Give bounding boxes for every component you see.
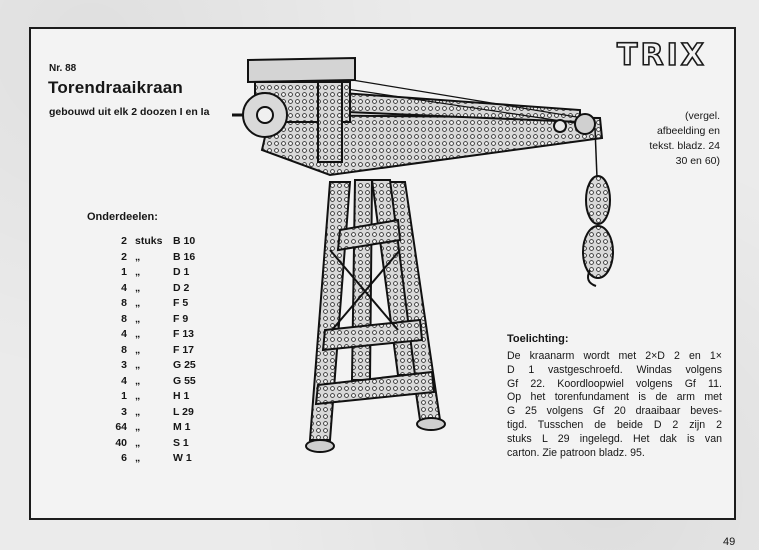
part-code: D 1 <box>173 266 190 278</box>
page-number: 49 <box>723 536 736 548</box>
pulley-wheel <box>575 114 595 134</box>
part-unit: „ <box>135 266 141 278</box>
part-code: B 10 <box>173 235 196 247</box>
part-code: F 17 <box>173 343 195 356</box>
explanation-line: stuks L 29 ingelegd. Het dak is van <box>507 432 722 445</box>
page-subtitle: gebouwd uit elk 2 doozen I en Ia <box>49 106 210 118</box>
part-code: D 2 <box>173 281 190 294</box>
part-unit: „ <box>135 328 141 340</box>
winch-hub <box>257 107 273 123</box>
part-qty: 3 <box>121 359 127 371</box>
part-unit: „ <box>135 281 141 294</box>
explanation-heading: Toelichting: <box>507 333 569 345</box>
tower <box>306 180 445 452</box>
part-code: G 55 <box>173 374 196 387</box>
part-qty: 8 <box>121 297 127 309</box>
part-qty: 2 <box>121 235 127 247</box>
parts-heading: Onderdeelen: <box>87 211 158 223</box>
pulley-bolt <box>554 120 566 132</box>
part-code: S 1 <box>173 436 189 449</box>
page-title: Torendraaikraan <box>48 78 183 97</box>
explanation-line: Gf 22. Koordloopwiel volgens Gf 11. <box>507 377 722 390</box>
explanation-line: tigd. Tusschen de beide D 2 zijn 2 <box>507 418 722 431</box>
jib-lower-girder <box>262 115 602 175</box>
winch <box>232 93 287 137</box>
part-code: B 16 <box>173 250 196 263</box>
part-qty: 2 <box>121 250 127 263</box>
tower-foot-left <box>306 440 334 452</box>
comparison-note-line: tekst. bladz. 24 <box>649 140 720 152</box>
part-qty: 6 <box>121 452 127 464</box>
part-code: F 5 <box>173 297 189 309</box>
part-code: G 25 <box>173 359 196 371</box>
part-unit: „ <box>135 405 141 418</box>
machine-house-upright <box>318 82 342 162</box>
part-unit: „ <box>135 374 141 387</box>
part-unit: „ <box>135 312 141 325</box>
comparison-note-line: (vergel. <box>684 110 720 122</box>
part-qty: 4 <box>121 374 127 387</box>
explanation-line: carton. Zie patroon bladz. 95. <box>507 446 645 459</box>
part-qty: 40 <box>115 436 127 449</box>
part-unit: stuks <box>135 235 163 247</box>
part-unit: „ <box>135 436 141 449</box>
hook-assembly <box>583 128 613 286</box>
part-qty: 8 <box>121 343 127 356</box>
part-qty: 64 <box>115 421 127 433</box>
comparison-note-line: 30 en 60) <box>675 155 720 167</box>
part-unit: „ <box>135 359 141 371</box>
model-number: Nr. 88 <box>49 63 77 74</box>
part-qty: 8 <box>121 312 127 325</box>
part-code: W 1 <box>173 452 192 464</box>
part-code: L 29 <box>173 405 194 418</box>
part-qty: 4 <box>121 281 127 294</box>
part-code: F 13 <box>173 328 195 340</box>
tower-foot-right <box>417 418 445 430</box>
hook-block-lower <box>583 226 613 278</box>
part-unit: „ <box>135 250 141 263</box>
trix-logo: TRIX <box>617 38 707 73</box>
part-code: H 1 <box>173 390 190 402</box>
part-qty: 1 <box>121 390 127 402</box>
part-qty: 3 <box>121 405 127 418</box>
part-unit: „ <box>135 343 141 356</box>
explanation-line: D 1 vastgeschroefd. Windas volgens <box>507 363 722 376</box>
explanation-line: G 25 volgens Gf 20 draaibaar beves- <box>507 405 722 418</box>
comparison-note-line: afbeelding en <box>656 125 720 137</box>
part-code: M 1 <box>173 421 191 433</box>
part-unit: „ <box>135 297 141 309</box>
explanation-line: Op het torenfundament is de arm met <box>507 391 722 404</box>
machine-house-roof <box>248 58 355 82</box>
explanation-line: De kraanarm wordt met 2×D 2 en 1× <box>507 350 722 362</box>
part-unit: „ <box>135 452 141 464</box>
hook-block-upper <box>586 176 610 224</box>
part-unit: „ <box>135 421 141 433</box>
part-unit: „ <box>135 390 141 402</box>
part-qty: 4 <box>121 328 127 340</box>
part-code: F 9 <box>173 312 189 325</box>
part-qty: 1 <box>121 266 127 278</box>
